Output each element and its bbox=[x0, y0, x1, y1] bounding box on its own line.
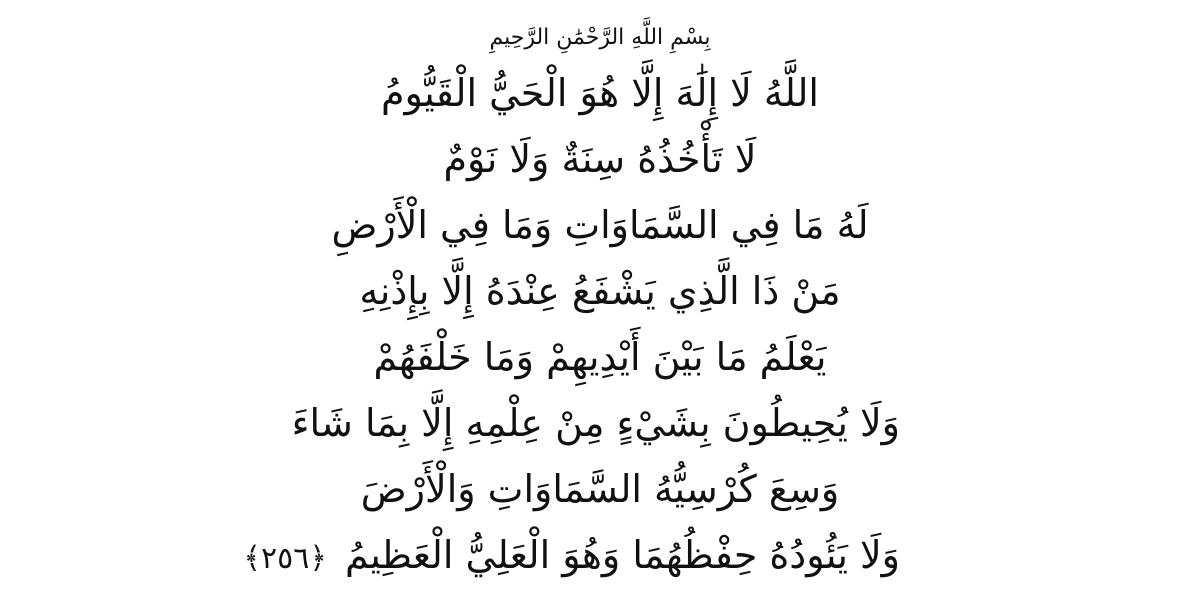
verse-line-8-text: وَلَا يَئُودُهُ حِفْظُهُمَا وَهُوَ الْعَلِيُّ الْعَظِيمُ bbox=[344, 533, 900, 577]
verse-line-1: اللَّهُ لَا إِلَٰهَ إِلَّا هُوَ الْحَيُّ الْقَيُّومُ bbox=[381, 71, 819, 115]
verse-line-7: وَسِعَ كُرْسِيُّهُ السَّمَاوَاتِ وَالْأَرْضَ bbox=[360, 467, 840, 511]
verse-line-5: يَعْلَمُ مَا بَيْنَ أَيْدِيهِمْ وَمَا خَلْفَهُمْ bbox=[373, 335, 827, 379]
calligraphy-page bbox=[243, 0, 900, 600]
verse-line-8 bbox=[243, 522, 900, 588]
verse-text bbox=[243, 60, 900, 590]
verse-line-4: مَنْ ذَا الَّذِي يَشْفَعُ عِنْدَهُ إِلَّا بِإِذْنِهِ bbox=[359, 269, 841, 313]
verse-line-2: لَا تَأْخُذُهُ سِنَةٌ وَلَا نَوْمٌ bbox=[443, 137, 757, 181]
verse-line-6: وَلَا يُحِيطُونَ بِشَيْءٍ مِنْ عِلْمِهِ إِلَّا بِمَا شَاءَ bbox=[291, 401, 900, 445]
verse-end-marker: ﴿٢٥٦﴾ bbox=[243, 541, 327, 576]
verse-line-3: لَهُ مَا فِي السَّمَاوَاتِ وَمَا فِي الْأَرْضِ bbox=[331, 203, 869, 247]
basmala-heading: بِسْمِ اللَّهِ الرَّحْمَٰنِ الرَّحِيمِ bbox=[489, 25, 711, 50]
